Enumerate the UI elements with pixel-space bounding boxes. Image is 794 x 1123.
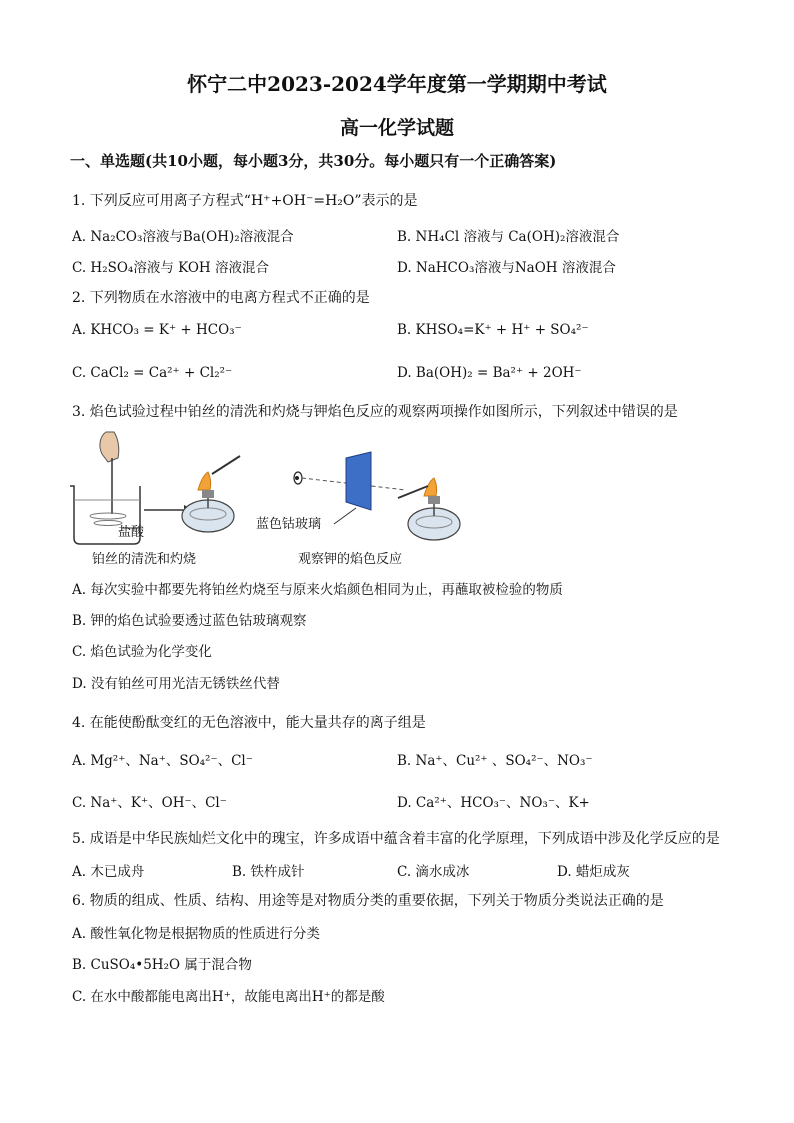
question-3-stem: 3. 焰色试验过程中铂丝的清洗和灼烧与钾焰色反应的观察两项操作如图所示，下列叙述中错误的是 bbox=[72, 404, 678, 420]
question-4-stem: 4. 在能使酚酞变红的无色溶液中，能大量共存的离子组是 bbox=[72, 715, 426, 731]
question-6-option-c: C. 在水中酸都能电离出H⁺，故能电离出H⁺的都是酸 bbox=[72, 989, 385, 1005]
cobalt-glass-icon bbox=[346, 452, 371, 510]
question-5-option-b: B. 铁杵成针 bbox=[232, 864, 305, 880]
label-cobalt-glass: 蓝色钴玻璃 bbox=[256, 517, 322, 532]
question-1-option-c: C. H₂SO₄溶液与 KOH 溶液混合 bbox=[72, 260, 269, 276]
question-2-option-b: B. KHSO₄=K⁺ + H⁺ + SO₄²⁻ bbox=[397, 322, 589, 338]
exam-subtitle: 高一化学试题 bbox=[339, 117, 454, 139]
question-3-option-d: D. 没有铂丝可用光洁无锈铁丝代替 bbox=[72, 676, 280, 692]
question-4-option-b: B. Na⁺、Cu²⁺ 、SO₄²⁻、NO₃⁻ bbox=[397, 753, 593, 769]
hand-icon bbox=[100, 432, 119, 462]
question-1-option-a: A. Na₂CO₃溶液与Ba(OH)₂溶液混合 bbox=[72, 229, 294, 245]
question-5-option-d: D. 蜡炬成灰 bbox=[557, 864, 630, 880]
caption-right: 观察钾的焰色反应 bbox=[298, 552, 403, 567]
alcohol-lamp-icon bbox=[408, 478, 460, 540]
question-2-option-c: C. CaCl₂ = Ca²⁺ + Cl₂²⁻ bbox=[72, 365, 233, 381]
caption-left: 铂丝的清洗和灼烧 bbox=[92, 552, 197, 567]
question-2-stem: 2. 下列物质在水溶液中的电离方程式不正确的是 bbox=[72, 290, 370, 306]
question-4-option-c: C. Na⁺、K⁺、OH⁻、Cl⁻ bbox=[72, 795, 227, 811]
section-heading: 一、单选题(共10小题，每小题3分，共30分。每小题只有一个正确答案) bbox=[70, 152, 557, 170]
exam-title: 怀宁二中2023-2024学年度第一学期期中考试 bbox=[187, 72, 607, 96]
question-3-option-c: C. 焰色试验为化学变化 bbox=[72, 644, 212, 660]
question-2-option-a: A. KHCO₃ = K⁺ + HCO₃⁻ bbox=[72, 322, 242, 338]
question-3-option-a: A. 每次实验中都要先将铂丝灼烧至与原来火焰颜色相同为止，再蘸取被检验的物质 bbox=[72, 582, 563, 598]
question-4-option-a: A. Mg²⁺、Na⁺、SO₄²⁻、Cl⁻ bbox=[72, 753, 253, 769]
eye-icon bbox=[294, 472, 302, 484]
question-6-stem: 6. 物质的组成、性质、结构、用途等是对物质分类的重要依据，下列关于物质分类说法正确的是 bbox=[72, 893, 664, 909]
question-1-stem: 1. 下列反应可用离子方程式“H⁺+OH⁻=H₂O”表示的是 bbox=[72, 193, 418, 209]
label-hydrochloric-acid: 盐酸 bbox=[118, 525, 145, 540]
question-2-option-d: D. Ba(OH)₂ = Ba²⁺ + 2OH⁻ bbox=[397, 365, 582, 381]
question-3-option-b: B. 钾的焰色试验要透过蓝色钴玻璃观察 bbox=[72, 613, 307, 629]
question-6-option-b: B. CuSO₄•5H₂O 属于混合物 bbox=[72, 957, 252, 973]
question-1-option-d: D. NaHCO₃溶液与NaOH 溶液混合 bbox=[397, 260, 616, 276]
question-4-option-d: D. Ca²⁺、HCO₃⁻、NO₃⁻、K+ bbox=[397, 795, 590, 811]
question-6-option-a: A. 酸性氧化物是根据物质的性质进行分类 bbox=[72, 926, 320, 942]
question-5-stem: 5. 成语是中华民族灿烂文化中的瑰宝，许多成语中蕴含着丰富的化学原理，下列成语中涉及化学反应的是 bbox=[72, 831, 720, 847]
question-1-option-b: B. NH₄Cl 溶液与 Ca(OH)₂溶液混合 bbox=[397, 229, 620, 245]
alcohol-lamp-icon bbox=[182, 472, 234, 532]
question-5-option-c: C. 滴水成冰 bbox=[397, 864, 470, 880]
question-5-option-a: A. 木已成舟 bbox=[72, 864, 145, 880]
